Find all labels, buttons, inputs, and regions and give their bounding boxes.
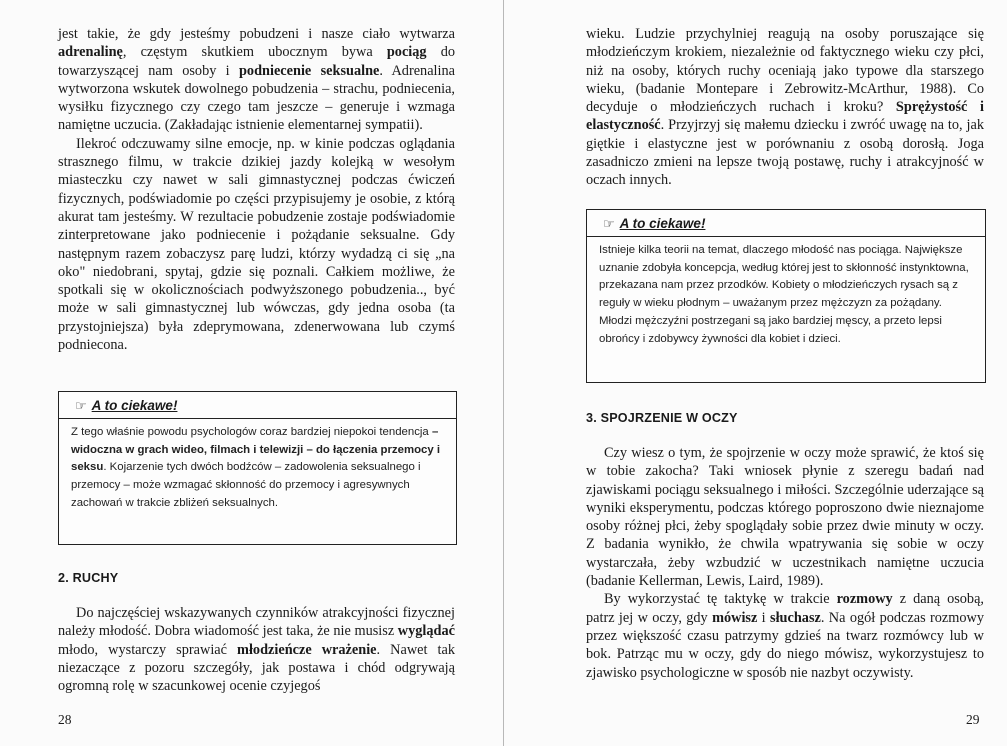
right-p3-bold-3: słuchasz (770, 609, 821, 626)
left-p3-bold-1: wyglądać (397, 623, 455, 640)
right-p1-text-2: . Przyjrzyj się małemu dziecku i zwróć uwagę na to, jak giętkie i elastyczne jest w porównaniu z osobą dorosłą. Joga zasadniczo zmieni na lepsze twoją postawę, ruchy i atrakcyjność w oczach innych. (586, 117, 984, 189)
right-info-box (586, 209, 986, 383)
left-p3-text-3: . Nawet tak niezaczące z pozoru szczegóły, jak postawa i chód odgrywają ogromną rolę w szacunkowej ocenie czyjegoś (58, 641, 455, 695)
left-p3-text-2: młodo, wystarczy sprawiać (58, 641, 238, 658)
right-paragraph-2: Czy wiesz o tym, że spojrzenie w oczy może sprawić, że ktoś się w tobie zakocha? Taki wniosek płynie z szeregu badań nad zjawiskami pociągu seksualnego i miłości. Szczególnie uderzające są wyniki eksperymentu, podczas którego poproszono dwie nieznajome osoby różnej płci, żeby spoglądały sobie przez dwie minuty w oczy. Z badania wynikło, że chwila wpatrywania się sobie w oczy wystarczała, żeby wzbudzić w uczestnikach namiętne uczucia (badanie Kellerman, Lewis, Laird, 1989). (586, 445, 984, 590)
right-box-title: A to ciekawe! (619, 216, 706, 231)
right-p3-bold-1: rozmowy (836, 591, 893, 608)
left-box-header (59, 392, 456, 419)
right-p3-text-3: i (757, 609, 771, 626)
left-text-block-bottom (58, 604, 455, 695)
left-paragraph-2: Ilekroć odczuwamy silne emocje, np. w kinie podczas oglądania strasznego filmu, w trakcie dzikiej jazdy kolejką w wesołym miasteczku czy nawet w sali gimnastycznej podczas ćwiczeń fizycznych, podświadomie po części przypisujemy je osobie, z którą akurat tam jesteśmy. W rezultacie pobudzenie zostaje podświadomie zinterpretowane jako podniecenie i pożądanie seksualne. Gdy następnym razem zobaczysz parę ludzi, którzy wydadzą ci się „na oko" niedobrani, spytaj, gdzie się poznali. Całkiem możliwe, że spotkali się w okolicznościach podwyższonego pobudzenia.., być może w sali gimnastycznej lub wówczas, gdy jedna osoba (ta przystojniejsza) była zdeprymowana, zdenerwowana lub czymś podniecona. (58, 135, 455, 354)
left-p1-text-1: jest takie, że gdy jesteśmy pobudzeni i nasze ciało wytwarza (58, 26, 455, 42)
left-p3-bold-2: młodzieńcze wrażenie (237, 641, 377, 658)
pointing-hand-icon: ☞ (603, 216, 615, 231)
right-paragraph-3 (586, 590, 984, 681)
right-p3-text-4: . Na ogół podczas rozmowy przez większość czasu patrzymy gdzieś na twarz rozmówcy lub w bok. Patrząc mu w oczy, gdy do niego mówisz, wykorzystujesz to zjawisko psychologiczne w sposób nie nazbyt oczywisty. (586, 609, 984, 681)
right-p3-text-1: By wykorzystać tę taktykę w trakcie (604, 591, 837, 608)
right-page (504, 0, 1007, 746)
left-box-title: A to ciekawe! (91, 398, 178, 413)
right-box-text: Istnieje kilka teorii na temat, dlaczego młodość nas pociąga. Największe uznanie zdobyła koncepcja, według której jest to skłonność instynktowna, przekazana nam przez przodków. Kobiety o młodzieńczych rysach są z reguły w wieku płodnym – uważanym przez mężczyzn za pożądany. Młodzi mężczyźni postrzegani są jako bardziej męscy, a przeto lepsi obrońcy i zdobywcy żywności dla kobiet i dzieci. (599, 244, 969, 345)
right-box-header (587, 210, 985, 237)
left-text-block-top (58, 25, 455, 354)
left-paragraph-3 (58, 604, 455, 695)
right-paragraph-1 (586, 25, 984, 190)
right-p3-text-2: z daną osobą, patrz jej w oczy, gdy (586, 591, 984, 626)
right-p1-bold-1: Sprężystość i elastyczność (586, 99, 984, 134)
left-p1-bold-2: pociąg (386, 44, 427, 61)
left-box-bold-1: – widoczna w grach wideo, filmach i telewizji – do łączenia przemocy i seksu (71, 426, 441, 474)
left-p3-text-1: Do najczęściej wskazywanych czynników atrakcyjności fizycznej należy młodość. Dobra wiadomość jest taka, że nie musisz (58, 605, 455, 640)
right-text-block-bottom (586, 444, 984, 682)
right-p3-bold-2: mówisz (712, 609, 758, 626)
left-box-text-2: . Kojarzenie tych dwóch bodźców – zadowolenia seksualnego i przemocy – może wzmagać skłonność do przemocy i agresywnych zachowań w trakcie zbliżeń seksualnych. (71, 461, 421, 509)
left-p1-text-4: . Adrenalina wytworzona wskutek dowolnego pobudzenia – strachu, podniecenia, wysiłku fizycznego czy czego tam jeszcze – generuje i wzmaga namiętne uczucia. (Zakładając istnienie elementarnej sympatii). (58, 62, 455, 134)
left-p1-text-2: , częstym skutkiem ubocznym bywa (122, 44, 387, 61)
left-section-heading: 2. RUCHY (58, 571, 119, 585)
right-p1-text-1: wieku. Ludzie przychylniej reagują na osoby poruszające się młodzieńczym krokiem, niezależnie od faktycznego wieku czy płci, niż na osoby, których ruchy oceniają jako typowe dla starszego wieku, (badanie Montepare i Zebrowitz-McArthur, 1988). Co decyduje o młodzieńczych ruchach i kroku? (586, 26, 984, 116)
left-page-number: 28 (58, 712, 72, 727)
pointing-hand-icon: ☞ (75, 398, 87, 413)
right-text-block-top (586, 25, 984, 190)
left-box-text (59, 419, 456, 519)
left-info-box (58, 391, 457, 545)
left-p1-text-3: do towarzyszącej nam osoby i (58, 44, 455, 79)
right-section-heading: 3. SPOJRZENIE W OCZY (586, 411, 738, 425)
left-p1-bold-1: adrenalinę (58, 44, 123, 61)
left-box-text-1: Z tego właśnie powodu psychologów coraz bardziej niepokoi tendencja (71, 426, 432, 438)
left-paragraph-1 (58, 25, 455, 135)
left-p1-bold-3: podniecenie seksualne (238, 62, 380, 79)
right-page-number: 29 (966, 712, 980, 727)
